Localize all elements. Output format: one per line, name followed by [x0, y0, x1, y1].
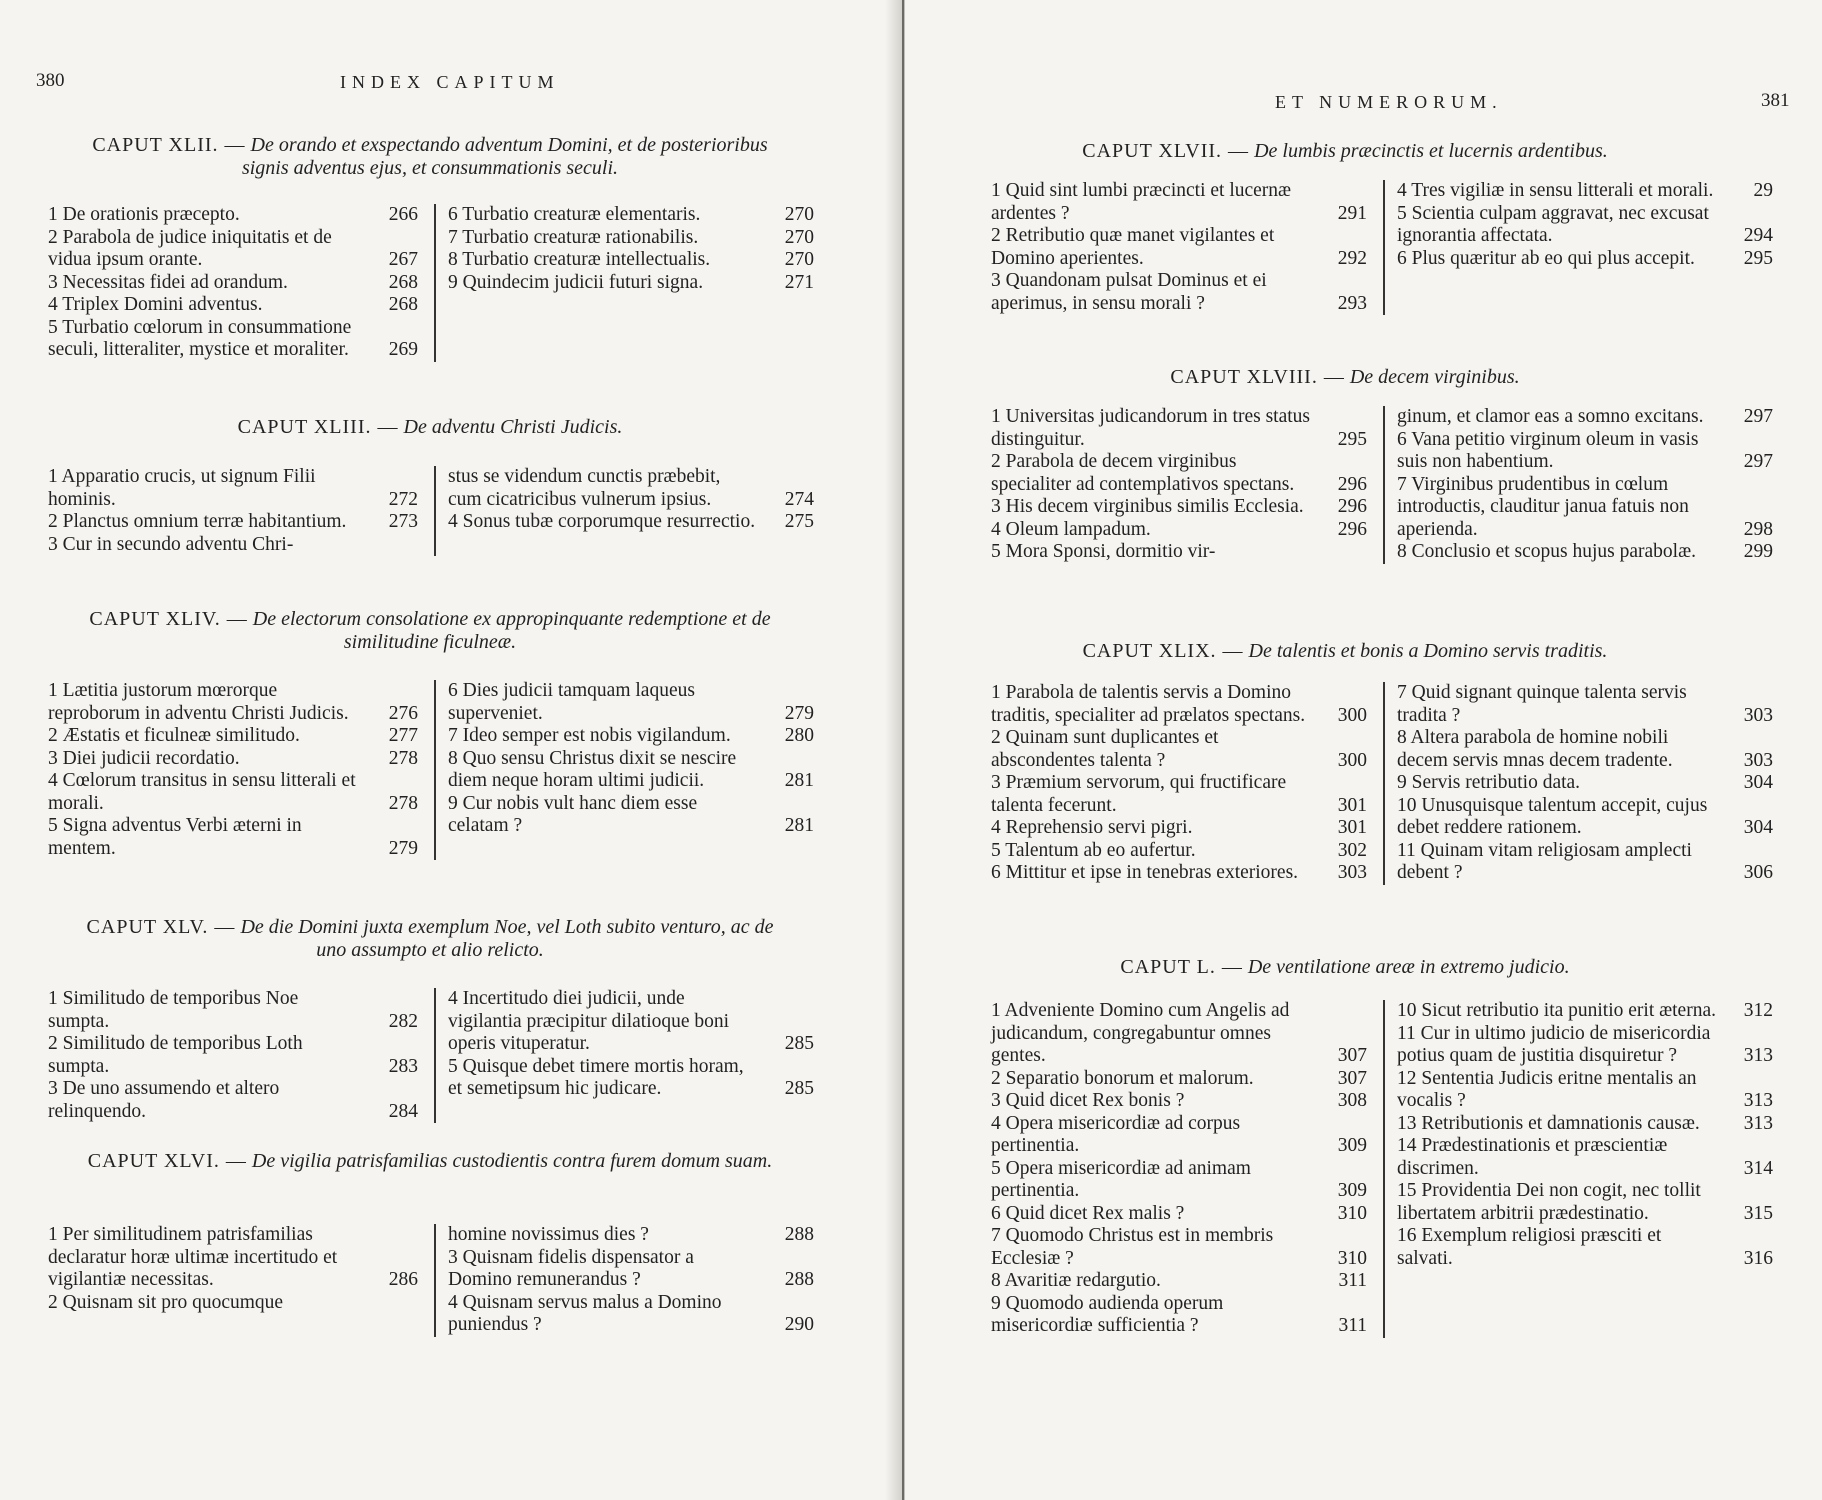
entries-column	[991, 1000, 1371, 1338]
index-entry: 1 Apparatio crucis, ut signum Filii hominis. 272	[48, 466, 418, 510]
index-entry: 7 Virginibus prudentibus in cœlum introductis, clauditur janua fatuis non aperienda. 298	[1397, 473, 1773, 540]
index-entry: 8 Altera parabola de homine nobili decem servis mnas decem tradente. 303	[1397, 727, 1773, 771]
index-entry: 8 Avaritiæ redargutio. 311	[991, 1270, 1367, 1291]
index-entry: 15 Providentia Dei non cogit, nec tollit libertatem arbitrii prædestinatio. 315	[1397, 1180, 1773, 1224]
index-entry: 3 Præmium servorum, qui fructificare talenta fecerunt. 301	[991, 772, 1367, 816]
chapter-title: De die Domini juxta exemplum Noe, vel Loth subito venturo, ac de uno assumpto et alio relicto.	[240, 916, 774, 961]
entries-column	[448, 466, 818, 556]
index-entry: 7 Quomodo Christus est in membris Ecclesiæ ? 310	[991, 1225, 1367, 1269]
page-number: 381	[1761, 90, 1790, 111]
chapter-entries	[991, 180, 1777, 315]
chapter-entries	[48, 1224, 818, 1337]
column-divider	[1383, 406, 1385, 564]
gutter-line	[902, 0, 904, 1500]
chapter-heading	[955, 640, 1735, 663]
index-entry: 4 Quisnam servus malus a Domino puniendus ? 290	[448, 1291, 814, 1335]
entries-column	[448, 204, 818, 362]
chapter-title: De ventilatione areæ in extremo judicio.	[1247, 956, 1570, 978]
chapter-title: De electorum consolatione ex appropinquante redemptione et de similitudine ficulneæ.	[252, 608, 771, 653]
column-divider	[434, 1224, 436, 1337]
index-entry: 10 Unusquisque talentum accepit, cujus debet reddere rationem. 304	[1397, 794, 1773, 838]
index-entry: 9 Quomodo audienda operum misericordiæ sufficientia ? 311	[991, 1292, 1367, 1336]
index-entry: 4 Reprehensio servi pigri. 301	[991, 817, 1367, 838]
index-entry: 6 Dies judicii tamquam laqueus superveniet. 279	[448, 680, 814, 724]
chapter-title: De orando et exspectando adventum Domini, et de posterioribus signis adventus ejus, et consummationis seculi.	[241, 134, 768, 179]
entries-column	[48, 1224, 422, 1337]
index-entry: 9 Quindecim judicii futuri signa. 271	[448, 271, 814, 293]
chapter-number: CAPUT XLV. —	[86, 916, 236, 938]
entries-column	[1397, 682, 1777, 885]
index-entry: 5 Mora Sponsi, dormitio vir-	[991, 541, 1216, 562]
entries-column	[991, 406, 1371, 564]
page-number: 380	[36, 70, 65, 91]
index-entry: 16 Exemplum religiosi præsciti et salvati. 316	[1397, 1225, 1773, 1269]
chapter-heading	[955, 140, 1735, 163]
column-divider	[434, 466, 436, 556]
index-entry: 5 Talentum ab eo aufertur. 302	[991, 839, 1367, 861]
entries-column	[1397, 180, 1777, 315]
column-divider	[434, 988, 436, 1123]
index-entry: 4 Incertitudo diei judicii, unde vigilantia præcipitur dilatioque boni operis vituperatur. 285	[448, 988, 814, 1054]
index-entry: 3 De uno assumendo et altero relinquendo. 284	[48, 1078, 418, 1122]
column-divider	[434, 680, 436, 860]
chapter-entries	[991, 406, 1777, 564]
entries-column	[48, 680, 422, 860]
running-head: ET NUMERORUM.	[1275, 92, 1503, 112]
entries-column	[48, 988, 422, 1123]
column-divider	[1383, 1000, 1385, 1338]
index-entry: 6 Mittitur et ipse in tenebras exteriores. 303	[991, 862, 1367, 883]
entries-column	[48, 204, 422, 362]
index-entry: 1 De orationis præcepto.	[48, 204, 240, 225]
index-entry: 5 Scientia culpam aggravat, nec excusat ignorantia affectata. 294	[1397, 202, 1773, 246]
index-entry: homine novissimus dies ? 288	[448, 1224, 814, 1245]
index-entry: 11 Quinam vitam religiosam amplecti debent ? 306	[1397, 839, 1773, 883]
chapter-number: CAPUT XLIV. —	[89, 608, 248, 630]
column-divider	[1383, 180, 1385, 315]
entries-column	[991, 682, 1371, 885]
index-entry: 4 Tres vigiliæ in sensu litterali et morali. 29	[1397, 180, 1773, 201]
chapter-entries	[991, 1000, 1777, 1338]
left-page	[0, 0, 905, 1500]
column-divider	[434, 204, 436, 362]
index-entry: 5 Turbatio cœlorum in consummatione seculi, litteraliter, mystice et moraliter. 269	[48, 316, 418, 360]
chapter-heading	[70, 608, 790, 654]
right-page	[905, 0, 1822, 1500]
chapter-entries	[48, 466, 818, 556]
index-entry: 6 Vana petitio virginum oleum in vasis suis non habentium. 297	[1397, 428, 1773, 472]
index-entry: 3 Diei judicii recordatio. 278	[48, 747, 418, 769]
index-entry: 4 Triplex Domini adventus. 268	[48, 294, 418, 315]
index-entry: 8 Turbatio creaturæ intellectualis. 270	[448, 249, 814, 270]
index-entry: 2 Separatio bonorum et malorum. 307	[991, 1067, 1367, 1089]
chapter-number: CAPUT XLVIII. —	[1170, 366, 1345, 388]
index-entry: 3 Necessitas fidei ad orandum. 268	[48, 271, 418, 293]
index-entry: 2 Æstatis et ficulneæ similitudo. 277	[48, 725, 418, 746]
chapter-number: CAPUT XLIX. —	[1082, 640, 1244, 662]
index-entry: 13 Retributionis et damnationis causæ. 313	[1397, 1112, 1773, 1134]
index-entry: 4 Oleum lampadum. 296	[991, 518, 1367, 540]
chapter-title: De lumbis præcinctis et lucernis ardentibus.	[1254, 140, 1608, 162]
index-entry: 3 Cur in secundo adventu Chri-	[48, 533, 294, 555]
chapter-title: De adventu Christi Judicis.	[403, 416, 623, 438]
index-entry: 8 Quo sensu Christus dixit se nescire diem neque horam ultimi judicii. 281	[448, 747, 814, 791]
chapter-title: De vigilia patrisfamilias custodientis contra furem domum suam.	[251, 1150, 773, 1172]
entries-column	[1397, 406, 1777, 564]
index-entry: 4 Sonus tubæ corporumque resurrectio. 275	[448, 511, 814, 532]
chapter-heading	[955, 366, 1735, 389]
running-head: INDEX CAPITUM	[340, 72, 560, 92]
index-entry: 7 Ideo semper est nobis vigilandum. 280	[448, 725, 814, 746]
entries-column	[991, 180, 1371, 315]
index-entry: 12 Sententia Judicis eritne mentalis an vocalis ? 313	[1397, 1067, 1773, 1111]
index-entry: 1 Similitudo de temporibus Noe sumpta. 282	[48, 988, 418, 1032]
index-entry: 5 Opera misericordiæ ad animam pertinentia. 309	[991, 1157, 1367, 1201]
entries-column	[48, 466, 422, 556]
chapter-heading	[70, 1150, 790, 1173]
index-entry: 2 Planctus omnium terræ habitantium. 273	[48, 511, 418, 532]
chapter-entries	[991, 682, 1777, 885]
index-entry: 266	[388, 204, 418, 225]
index-entry: 2 Quisnam sit pro quocumque	[48, 1291, 284, 1313]
index-entry: 10 Sicut retributio ita punitio erit æterna. 312	[1397, 1000, 1773, 1021]
column-divider	[1383, 682, 1385, 885]
index-entry: 2 Retributio quæ manet vigilantes et Domino aperientes. 292	[991, 225, 1367, 269]
index-entry: 6 Quid dicet Rex malis ? 310	[991, 1202, 1367, 1224]
index-entry: 2 Parabola de judice iniquitatis et de vidua ipsum orante. 267	[48, 226, 418, 270]
index-entry: 3 His decem virginibus similis Ecclesia. 296	[991, 496, 1367, 517]
chapter-heading	[70, 916, 790, 962]
index-entry: 4 Opera misericordiæ ad corpus pertinentia. 309	[991, 1112, 1367, 1156]
index-entry: 3 Quandonam pulsat Dominus et ei aperimus, in sensu morali ? 293	[991, 270, 1367, 314]
index-entry: 8 Conclusio et scopus hujus parabolæ. 299	[1397, 541, 1773, 562]
index-entry: 9 Servis retributio data. 304	[1397, 772, 1773, 793]
index-entry: 3 Quid dicet Rex bonis ? 308	[991, 1090, 1367, 1111]
chapter-entries	[48, 204, 818, 362]
entries-column	[1397, 1000, 1777, 1338]
entries-column	[448, 680, 818, 860]
index-entry: 5 Signa adventus Verbi æterni in mentem. 279	[48, 815, 418, 859]
index-entry: 3 Quisnam fidelis dispensator a Domino remunerandus ? 288	[448, 1246, 814, 1290]
chapter-heading	[70, 416, 790, 439]
chapter-entries	[48, 680, 818, 860]
index-entry: 1 Per similitudinem patrisfamilias declaratur horæ ultimæ incertitudo et vigilantiæ necessitas. 286	[48, 1224, 418, 1290]
index-entry: 6 Plus quæritur ab eo qui plus accepit. 295	[1397, 247, 1773, 269]
index-entry: 9 Cur nobis vult hanc diem esse celatam ? 281	[448, 792, 814, 836]
index-entry: ginum, et clamor eas a somno excitans. 297	[1397, 406, 1773, 427]
index-entry: 11 Cur in ultimo judicio de misericordia potius quam de justitia disquiretur ? 313	[1397, 1022, 1773, 1066]
chapter-title: De decem virginibus.	[1349, 366, 1520, 388]
index-entry: 2 Similitudo de temporibus Loth sumpta. 283	[48, 1033, 418, 1077]
index-entry: 5 Quisque debet timere mortis horam, et semetipsum hic judicare. 285	[448, 1055, 814, 1099]
index-entry: 1 Parabola de talentis servis a Domino traditis, specialiter ad prælatos spectans. 300	[991, 682, 1367, 726]
chapter-number: CAPUT XLVI. —	[87, 1150, 247, 1172]
index-entry: 1 Universitas judicandorum in tres status distinguitur. 295	[991, 406, 1367, 450]
entries-column	[448, 1224, 818, 1337]
index-entry: 6 Turbatio creaturæ elementaris. 270	[448, 204, 814, 225]
chapter-heading	[70, 134, 790, 180]
index-entry: 4 Cœlorum transitus in sensu litterali et morali. 278	[48, 770, 418, 814]
chapter-number: CAPUT XLII. —	[92, 134, 246, 156]
chapter-title: De talentis et bonis a Domino servis traditis.	[1248, 640, 1608, 662]
index-entry: 2 Parabola de decem virginibus specialiter ad contemplativos spectans. 296	[991, 451, 1367, 495]
entries-column	[448, 988, 818, 1123]
index-entry: 7 Quid signant quinque talenta servis tradita ? 303	[1397, 682, 1773, 726]
index-entry: 7 Turbatio creaturæ rationabilis. 270	[448, 226, 814, 248]
index-entry: stus se videndum cunctis præbebit, cum cicatricibus vulnerum ipsius. 274	[448, 466, 814, 510]
index-entry: 1 Adveniente Domino cum Angelis ad judicandum, congregabuntur omnes gentes. 307	[991, 1000, 1367, 1066]
index-entry: 14 Prædestinationis et præscientiæ discrimen. 314	[1397, 1135, 1773, 1179]
chapter-number: CAPUT XLIII. —	[237, 416, 399, 438]
chapter-number: CAPUT L. —	[1120, 956, 1243, 978]
chapter-number: CAPUT XLVII. —	[1082, 140, 1250, 162]
chapter-heading	[955, 956, 1735, 979]
index-entry: 1 Lætitia justorum mœrorque reproborum in adventu Christi Judicis. 276	[48, 680, 418, 724]
chapter-entries	[48, 988, 818, 1123]
index-entry: 2 Quinam sunt duplicantes et abscondentes talenta ? 300	[991, 727, 1367, 771]
index-entry: 1 Quid sint lumbi præcincti et lucernæ ardentes ? 291	[991, 180, 1367, 224]
